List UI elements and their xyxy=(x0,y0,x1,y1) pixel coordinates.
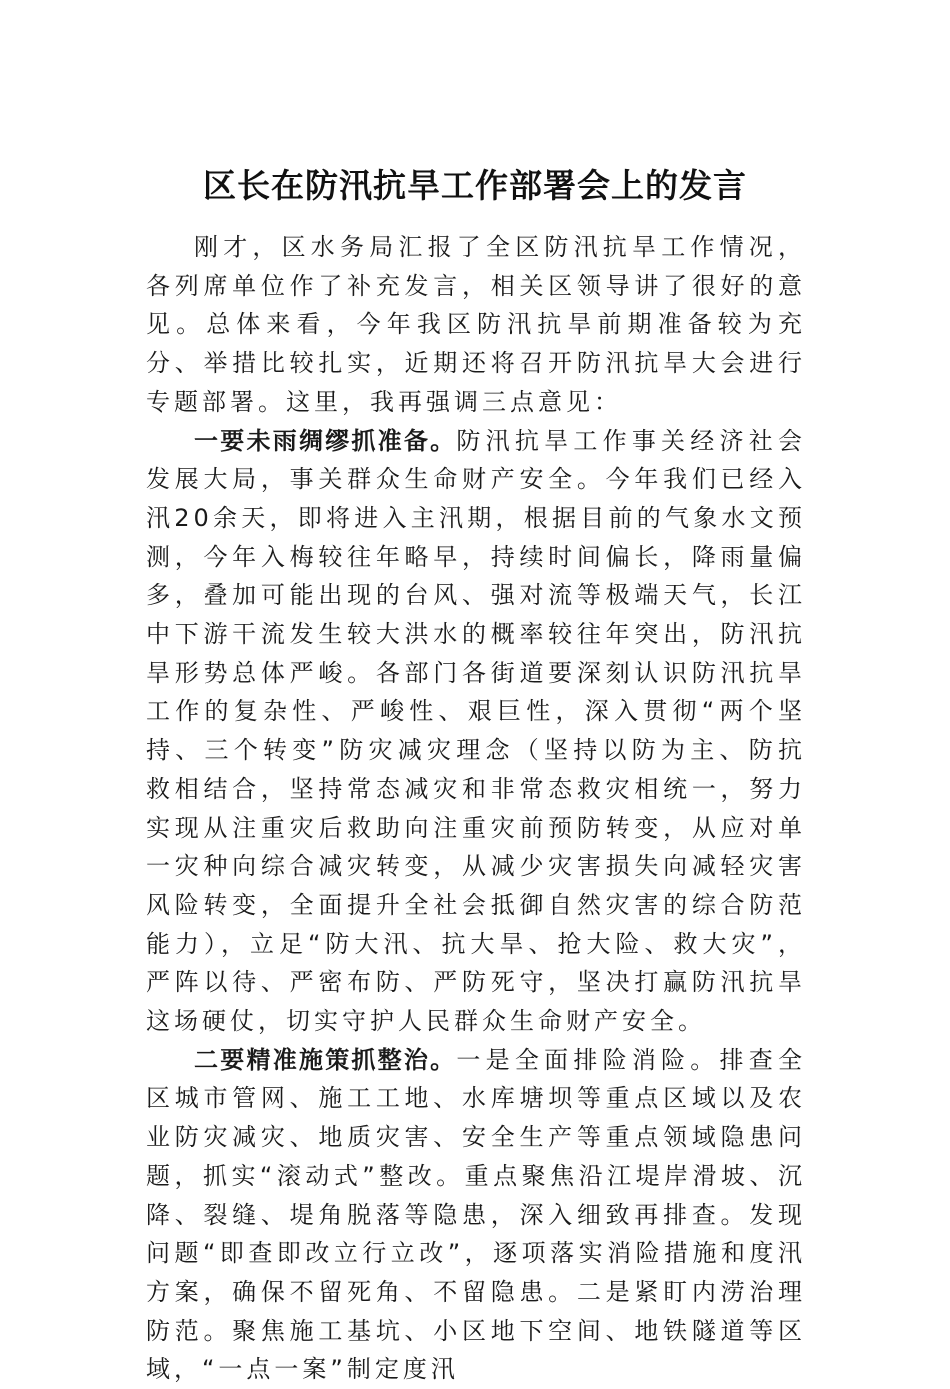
paragraph-point-two xyxy=(146,1041,806,1389)
paragraph-text: 一是全面排险消险。排查全区城市管网、施工工地、水库塘坝等重点区域以及农业防灾减灾、地质灾害、安全生产等重点领域隐患问题，抓实“滚动式”整改。重点聚焦沿江堤岸滑坡、沉降、裂缝、堤角脱落等隐患，深入细致再排查。发现问题“即查即改立行立改”，逐项落实消险措施和度汛方案，确保不留死角、不留隐患。二是紧盯内涝治理防范。聚焦施工基坑、小区地下空间、地铁隧道等区域，“一点一案”制定度汛 xyxy=(146,1045,807,1384)
paragraph-text: 防汛抗旱工作事关经济社会发展大局，事关群众生命财产安全。今年我们已经入汛20余天，即将进入主汛期，根据目前的气象水文预测，今年入梅较往年略早，持续时间偏长，降雨量偏多，叠加可能出现的台风、强对流等极端天气，长江中下游干流发生较大洪水的概率较往年突出，防汛抗旱形势总体严峻。各部门各街道要深刻认识防汛抗旱工作的复杂性、严峻性、艰巨性，深入贯彻“两个坚持、三个转变”防灾减灾理念（坚持以防为主、防抗救相结合，坚持常态减灾和非常态救灾相统一，努力实现从注重灾后救助向注重灾前预防转变，从应对单一灾种向综合减灾转变，从减少灾害损失向减轻灾害风险转变，全面提升全社会抵御自然灾害的综合防范能力），立足“防大汛、抗大旱、抢大险、救大灾”，严阵以待、严密布防、严防死守，坚决打赢防汛抗旱这场硬仗，切实守护人民群众生命财产安全。 xyxy=(146,426,807,1036)
paragraph-point-one xyxy=(146,422,806,1041)
paragraph-text: 刚才，区水务局汇报了全区防汛抗旱工作情况，各列席单位作了补充发言，相关区领导讲了很好的意见。总体来看，今年我区防汛抗旱前期准备较为充分、举措比较扎实，近期还将召开防汛抗旱大会进行专题部署。这里，我再强调三点意见： xyxy=(146,233,806,416)
paragraph-lead: 一要未雨绸缪抓准备。 xyxy=(194,426,457,455)
document-title: 区长在防汛抗旱工作部署会上的发言 xyxy=(203,166,747,205)
paragraph-intro xyxy=(146,228,806,422)
paragraph-lead: 二要精准施策抓整治。 xyxy=(194,1045,457,1074)
document-body xyxy=(146,228,806,1389)
